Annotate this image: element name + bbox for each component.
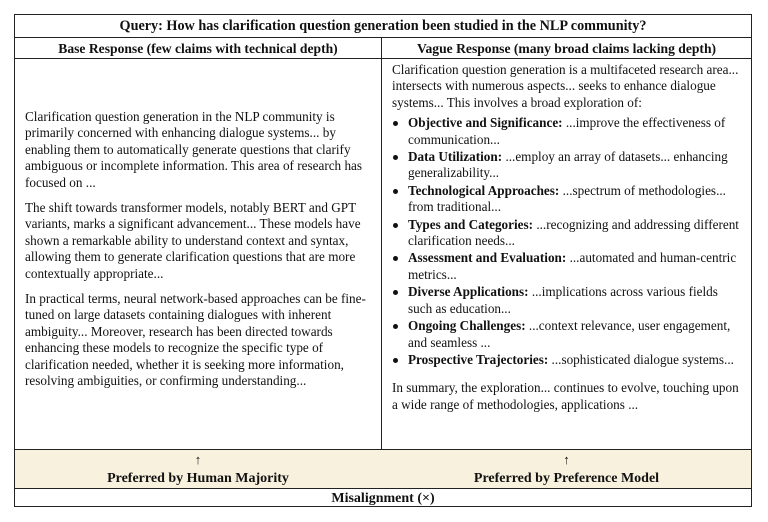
- human-preference: [15, 450, 381, 488]
- base-paragraph-3: In practical terms, neural network-based approaches can be fine-tuned on large datasets containing dialogues with inherent ambiguity... Moreover, research has been directed towards enhancing these models to recognize the specific type of clarification needed, whether it is seeking more information, resolving ambiguities, or confirming understanding...: [25, 291, 366, 389]
- preference-row: [15, 449, 751, 489]
- bullet-dot-icon: [393, 189, 398, 194]
- bullet-item: Ongoing Challenges: ...context relevance, user engagement, and seamless ...: [392, 318, 744, 351]
- bullet-item: Assessment and Evaluation: ...automated and human-centric metrics...: [392, 250, 744, 283]
- bullet-dot-icon: [393, 324, 398, 329]
- vague-intro: Clarification question generation is a multifaceted research area... intersects with numerous aspects... seeks to enhance dialogue systems... This involves a broad exploration of:: [392, 62, 739, 110]
- column-headers: [15, 38, 751, 59]
- up-arrow-icon: ↑: [563, 452, 570, 467]
- vague-bullet-list: [392, 115, 744, 368]
- vague-summary: In summary, the exploration... continues to evolve, touching upon a wide range of methodologies, applications ...: [392, 380, 739, 412]
- base-paragraph-2: The shift towards transformer models, notably BERT and GPT variants, marks a significant advancement... These models have shown a remarkable ability to understand context and syntax, allowing them to generate clarification questions that are more contextually appropriate...: [25, 200, 361, 281]
- response-body: [15, 59, 751, 449]
- query-title: Query: How has clarification question generation been studied in the NLP community?: [15, 15, 751, 38]
- bullet-item: Technological Approaches: ...spectrum of methodologies... from traditional...: [392, 183, 744, 216]
- model-preference-label: Preferred by Preference Model: [473, 471, 660, 486]
- figure-table: [14, 14, 752, 507]
- bullet-item: Types and Categories: ...recognizing and addressing different clarification needs...: [392, 217, 744, 250]
- bullet-dot-icon: [393, 358, 398, 363]
- model-preference: [382, 450, 751, 488]
- base-response-text: [25, 109, 373, 399]
- bullet-item: Prospective Trajectories: ...sophisticated dialogue systems...: [392, 352, 744, 368]
- bullet-dot-icon: [393, 121, 398, 126]
- human-preference-label: Preferred by Human Majority: [107, 471, 289, 486]
- bullet-dot-icon: [393, 256, 398, 261]
- bullet-dot-icon: [393, 223, 398, 228]
- base-response-header: Base Response (few claims with technical depth): [58, 41, 338, 56]
- bullet-item: Objective and Significance: ...improve the effectiveness of communication...: [392, 115, 744, 148]
- bullet-item: Diverse Applications: ...implications across various fields such as education...: [392, 284, 744, 317]
- bullet-dot-icon: [393, 290, 398, 295]
- up-arrow-icon: ↑: [194, 452, 202, 467]
- bullet-item: Data Utilization: ...employ an array of datasets... enhancing generalizability...: [392, 149, 744, 182]
- bullet-dot-icon: [393, 155, 398, 160]
- vague-response-header: Vague Response (many broad claims lacking depth): [416, 41, 717, 56]
- misalignment-footer: Misalignment (×): [331, 491, 435, 506]
- vague-response-text: [392, 62, 744, 422]
- base-paragraph-1: Clarification question generation in the NLP community is primarily concerned with enhancing dialogue systems... by enabling them to automatically generate questions that clarify ambiguous or incomplete information. This area of research has focused on ...: [25, 109, 363, 190]
